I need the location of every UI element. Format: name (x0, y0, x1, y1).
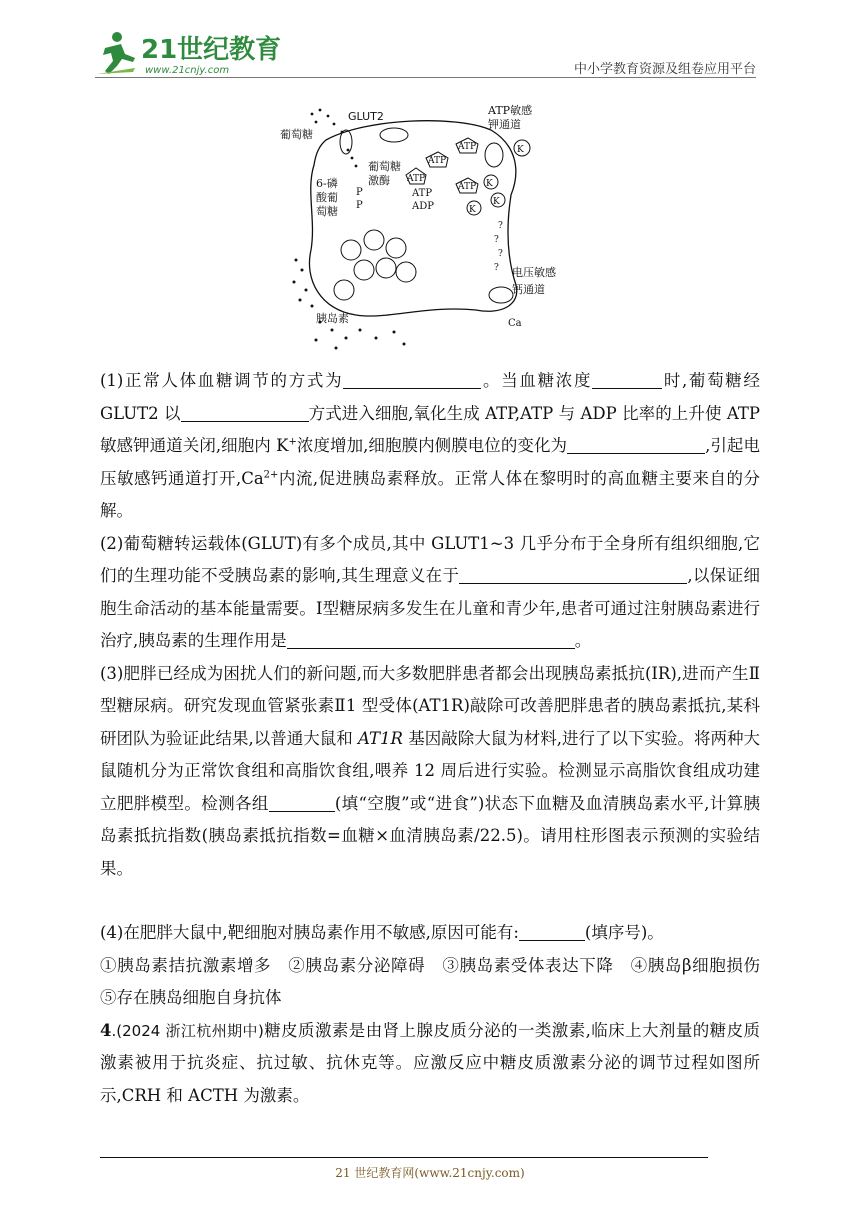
glut2-transporter (340, 130, 352, 154)
q1-text-f: ,引起电压敏感钙通道打开,Ca (100, 436, 760, 488)
label-insulin: 胰岛素 (316, 312, 349, 325)
atp-label-4: ATP (458, 182, 477, 192)
blank-reason-numbers[interactable] (519, 922, 585, 941)
label-atp-channel-2: 钾通道 (488, 118, 521, 131)
runner-icon (97, 32, 135, 74)
k-label-4: K (469, 205, 476, 215)
q2-text-c: 。 (574, 631, 592, 650)
q-mark-1: ? (498, 221, 503, 231)
blank-physiological-significance[interactable] (459, 565, 687, 584)
label-g6p-2: 酸葡 (316, 191, 338, 204)
blank-state[interactable] (269, 793, 335, 812)
blank-potential-change[interactable] (567, 435, 705, 454)
label-phosphate-2: P (356, 200, 363, 211)
q1-text-e: 浓度增加,细胞膜内侧膜电位的变化为 (296, 436, 568, 455)
label-ca-channel-2: 钙通道 (512, 283, 545, 296)
k-label-1: K (517, 145, 524, 155)
q1-text-a: (1)正常人体血糖调节的方式为 (100, 371, 344, 390)
ca-channel (489, 287, 513, 303)
q1-text-h: 的分解。 (100, 468, 761, 520)
mitochondrion (380, 128, 408, 142)
label-hexokinase-2: 激酶 (368, 174, 390, 187)
blank-insulin-function[interactable] (287, 630, 575, 649)
logo-url: www.21cnjy.com (145, 65, 230, 76)
label-ca-channel-1: 电压敏感 (512, 266, 556, 279)
k-label-2: K (486, 179, 493, 189)
blank-transport-mode[interactable] (181, 403, 309, 422)
gene-name: AT1R (358, 728, 403, 748)
question-4-options: ①胰岛素拮抗激素增多 ②胰岛素分泌障碍 ③胰岛素受体表达下降 ④胰岛β细胞损伤 ⑤存在胰岛细胞自身抗体 (100, 955, 777, 1007)
label-g6p-3: 萄糖 (316, 205, 338, 218)
footer-divider (100, 1157, 708, 1158)
question-4 (100, 917, 760, 950)
page-header (0, 0, 860, 80)
next-question (100, 1015, 760, 1113)
k-channel (485, 143, 503, 167)
q1-text-g: 内流,促进胰岛素释放。正常人体在黎明时的高血糖主要来自 (278, 468, 727, 488)
atp-label-3: ATP (458, 142, 477, 152)
question-1: (1)正常人体血糖调节的方式为 。当血糖浓度 时,葡萄糖经GLUT2 以 方式进入细胞,氧化生成 ATP,ATP 与 ADP 比率的上升使 ATP 敏感钾通道关闭,细胞内 K+浓度增加,细胞膜内侧膜电位的变化为 ,引起电压敏感钙通道打开$,Ca^{2+}$内流,促进胰岛素释放。正常人体在黎明时的高血糖主要来自的分解。 (100, 371, 761, 520)
k-label-3: K (493, 197, 500, 207)
q1-text-c: 时,葡萄糖经GLUT2 以 (100, 371, 760, 423)
blank-regulation-mode[interactable] (343, 370, 481, 389)
question-source: .(2024 浙江杭州期中) (111, 1021, 264, 1040)
label-atp: ATP (412, 188, 433, 199)
atp-label-2: ATP (428, 156, 447, 166)
q4-text-a: (4)在肥胖大鼠中,靶细胞对胰岛素作用不敏感,原因可能有: (100, 923, 519, 942)
q2-text-a: (2)葡萄糖转运载体(GLUT)有多个成员,其中 GLUT1~3 几乎分布于全身所有组织细胞,它们的生理功能不受胰岛素的影响,其生理意义在于 (100, 533, 760, 585)
question-content (100, 365, 777, 1112)
label-phosphate-1: P (356, 187, 363, 198)
q3-text-b: 基因敲除大鼠为材料,进行了以下实验。将两种大鼠随机分为正常饮食组和高脂饮食组,喂养 12 周后进行实验。检测显示高脂饮食组成功建立肥胖模型。检测各组 (100, 728, 760, 813)
label-g6p-1: 6-磷 (316, 177, 338, 190)
atp-label-1: ATP (407, 174, 426, 184)
question-2 (100, 528, 760, 658)
q1-text-d: 方式进入细胞,氧化生成 ATP,ATP 与 ADP 比率的上升使 ATP 敏感钾通道关闭,细胞内 K (100, 403, 761, 455)
q2-text-b: ,以保证细胞生命活动的基本能量需要。Ⅰ型糖尿病多发生在儿童和青少年,患者可通过注射胰岛素进行治疗,胰岛素的生理作用是 (100, 566, 761, 650)
insulin-granules (334, 230, 416, 300)
label-adp: ADP (412, 201, 434, 212)
label-hexokinase-1: 葡萄糖 (368, 160, 401, 173)
platform-name: 中小学教育资源及组卷应用平台 (573, 62, 756, 77)
beta-cell-diagram (276, 100, 586, 360)
header-divider (95, 77, 756, 78)
label-atp-channel-1: ATP敏感 (488, 104, 533, 117)
blank-glucose-level[interactable] (592, 370, 662, 389)
footer: 21 世纪教育网(www.21cnjy.com) (335, 1166, 525, 1180)
q-mark-4: ? (494, 263, 499, 273)
logo (95, 28, 282, 78)
question-4-stem: 糖皮质激素是由肾上腺皮质分泌的一类激素,临床上大剂量的糖皮质激素被用于抗炎症、抗过敏、抗休克等。应激反应中糖皮质激素分泌的调节过程如图所示,CRH 和 ACTH 为激素。 (100, 1020, 760, 1105)
question-3 (100, 658, 760, 886)
q-mark-3: ? (498, 249, 503, 259)
q3-text-a: (3)肥胖已经成为困扰人们的新问题,而大多数肥胖患者都会出现胰岛素抵抗(IR),进而产生Ⅱ型糖尿病。研究发现血管紧张素Ⅱ1 型受体(AT1R)敲除可改善肥胖患者的胰岛素抵抗,某科研团队为验证此结果,以普通大鼠和 (100, 663, 760, 748)
label-glut2: GLUT2 (348, 110, 384, 123)
q-mark-2: ? (494, 235, 499, 245)
label-glucose: 葡萄糖 (280, 128, 313, 141)
label-calcium: Ca (508, 318, 522, 329)
q3-text-c: (填“空腹”或“进食”)状态下血糖及血清胰岛素水平,计算胰岛素抵抗指数(胰岛素抵抗指数=血糖×血清胰岛素/22.5)。请用柱形图表示预测的实验结果。 (100, 793, 760, 878)
question-number: 4 (100, 1020, 112, 1040)
q1-text-b: 。当血糖浓度 (481, 371, 593, 390)
logo-text: 21世纪教育 (141, 35, 282, 65)
q4-text-b: (填序号)。 (584, 923, 664, 942)
